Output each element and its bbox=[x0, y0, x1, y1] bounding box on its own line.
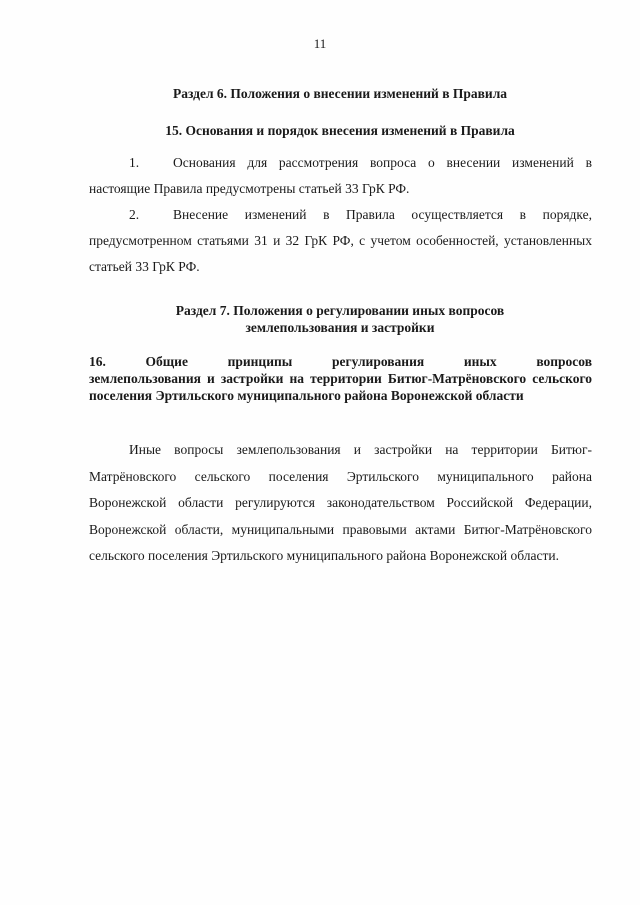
title-word: вопросов bbox=[536, 354, 592, 369]
section-7-title-line-1: Раздел 7. Положения о регулировании иных вопросов bbox=[175, 303, 505, 318]
title-word: принципы bbox=[227, 354, 293, 369]
article-15-title: 15. Основания и порядок внесения изменений в Правила bbox=[165, 123, 515, 138]
article-16-title-first-line bbox=[89, 353, 592, 370]
article-16-body: Иные вопросы землепользования и застройки на территории Битюг-Матрёновского сельского поселения Эртильского муниципального района Воронежской области регулируются законодательством Российской Федерации, Воронежской области, муниципальными правовыми актами Битюг-Матрёновского сельского поселения Эртильского муниципального района Воронежской области. bbox=[89, 442, 592, 564]
page-number: 11 bbox=[313, 36, 327, 51]
article-16-title bbox=[89, 353, 592, 404]
item-number: 1. bbox=[129, 155, 140, 170]
item-text: Внесение изменений в Правила осуществляется в порядке, предусмотренном статьями 31 и 32 ГрК РФ, с учетом особенностей, установленных статьей 33 ГрК РФ. bbox=[89, 207, 592, 274]
item-number: 2. bbox=[129, 207, 140, 222]
article-16-number: 16. bbox=[89, 354, 106, 369]
item-text: Основания для рассмотрения вопроса о внесении изменений в настоящие Правила предусмотрены статьей 33 ГрК РФ. bbox=[89, 155, 592, 196]
title-word: Общие bbox=[145, 354, 188, 369]
article-15-item-1 bbox=[89, 150, 592, 202]
section-7-title-line-2: землепользования и застройки bbox=[245, 320, 435, 335]
article-15-item-2 bbox=[89, 202, 592, 280]
article-16-title-rest: землепользования и застройки на территории Битюг-Матрёновского сельского поселения Эртильского муниципального района Воронежской области bbox=[89, 371, 592, 403]
title-word: регулирования bbox=[331, 354, 425, 369]
title-word: иных bbox=[463, 354, 497, 369]
section-7-title bbox=[90, 302, 590, 336]
section-6-title: Раздел 6. Положения о внесении изменений в Правила bbox=[172, 86, 508, 101]
